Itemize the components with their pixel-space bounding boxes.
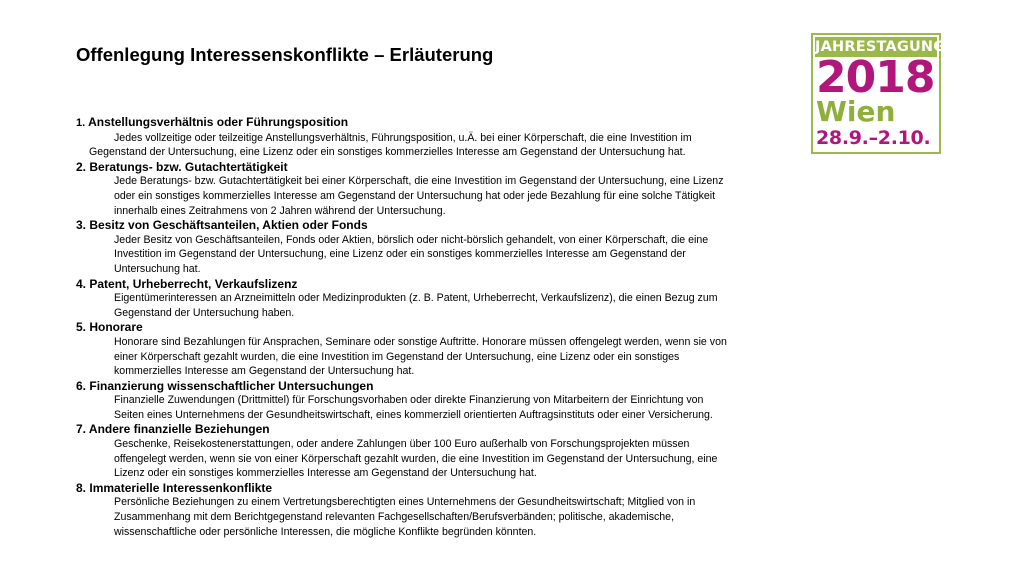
section-body xyxy=(76,335,806,379)
section-number: 3. xyxy=(76,218,87,233)
conference-logo xyxy=(811,33,946,154)
body-line: Eigentümerinteressen an Arzneimitteln oder Medizinprodukten (z. B. Patent, Urheberrecht, Verkaufslizenz), die einen Bezug zum xyxy=(114,292,718,305)
body-line: innerhalb eines Zeitrahmens von 2 Jahren während der Untersuchung. xyxy=(114,204,446,217)
body-line: Geschenke, Reisekostenerstattungen, oder andere Zahlungen über 100 Euro außerhalb von Forschungsprojekten müssen xyxy=(114,438,690,451)
section-heading xyxy=(76,160,806,175)
section-number: 4. xyxy=(76,276,87,291)
section-heading xyxy=(76,422,806,437)
body-line: Jede Beratungs- bzw. Gutachtertätigkeit bei einer Körperschaft, die eine Investition im Gegenstand der Untersuchung, eine Lizenz xyxy=(114,175,724,188)
section-7 xyxy=(76,422,806,480)
section-number: 2. xyxy=(76,159,87,174)
logo-city: Wien xyxy=(816,95,896,128)
section-body xyxy=(76,393,806,422)
section-heading-text: Immaterielle Interessenkonflikte xyxy=(89,480,273,495)
logo-year: 2018 xyxy=(816,52,935,103)
section-heading xyxy=(76,481,806,496)
section-body xyxy=(76,437,806,481)
section-heading-text: Patent, Urheberrecht, Verkaufslizenz xyxy=(89,276,298,291)
section-3 xyxy=(76,218,806,276)
section-2 xyxy=(76,160,806,218)
body-line: Zusammenhang mit dem Berichtgegenstand relevanten Fachgesellschaften/Berufsverbänden; politische, akademische, xyxy=(114,511,675,524)
section-number: 5. xyxy=(76,320,87,335)
section-body xyxy=(76,233,806,277)
body-line: offengelegt werden, wenn sie von einer Körperschaft gezahlt wurden, die eine Investition im Gegenstand der Untersuchung, eine xyxy=(114,452,718,465)
section-number: 7. xyxy=(76,422,87,437)
body-line: einer Körperschaft gezahlt wurden, die eine Investition im Gegenstand der Untersuchung, eine Lizenz oder ein sonstiges xyxy=(114,350,680,363)
section-body xyxy=(76,131,806,160)
section-body xyxy=(76,174,806,218)
section-heading-text: Finanzierung wissenschaftlicher Untersuchungen xyxy=(89,378,374,393)
body-line: Gegenstand der Untersuchung, eine Lizenz oder ein sonstiges kommerzielles Interesse am Gegenstand der Untersuchung hat. xyxy=(89,146,686,159)
body-line: Gegenstand der Untersuchung haben. xyxy=(114,306,295,319)
section-heading xyxy=(76,218,806,233)
body-line: Untersuchung hat. xyxy=(114,262,201,275)
section-body xyxy=(76,495,806,539)
section-heading-text: Andere finanzielle Beziehungen xyxy=(88,422,270,437)
logo-band-text: JAHRESTAGUNG xyxy=(815,39,946,55)
body-line: wissenschaftliche oder persönliche Interessen, die mögliche Konflikte begründen könnten. xyxy=(114,525,537,538)
body-line: Honorare sind Bezahlungen für Ansprachen, Seminare oder sonstige Auftritte. Honorare müssen offengelegt werden, wenn sie von xyxy=(114,335,727,348)
logo-dates: 28.9.–2.10. xyxy=(816,127,931,149)
body-line: Seiten eines Unternehmens der Gesundheitswirtschaft, eines kommerziell orientierten Auftragsinstituts oder einer Versicherung. xyxy=(114,408,713,421)
conflict-categories-list xyxy=(76,115,806,539)
section-number: 8. xyxy=(76,480,87,495)
section-5 xyxy=(76,320,806,378)
section-heading-text: Besitz von Geschäftsanteilen, Aktien oder Fonds xyxy=(89,218,368,233)
section-heading xyxy=(76,379,806,394)
section-heading xyxy=(76,277,806,292)
section-heading-text: Beratungs- bzw. Gutachtertätigkeit xyxy=(89,159,288,174)
section-number: 6. xyxy=(76,378,87,393)
body-line: Lizenz oder ein sonstiges kommerzielles Interesse am Gegenstand der Untersuchung hat. xyxy=(114,467,537,480)
section-heading xyxy=(76,115,806,131)
body-line: Investition im Gegenstand der Untersuchung, eine Lizenz oder ein sonstiges kommerzielles Interesse am Gegenstand der xyxy=(114,248,686,261)
body-line: Jeder Besitz von Geschäftsanteilen, Fonds oder Aktien, börslich oder nicht-börslich gehandelt, von einer Körperschaft, die eine xyxy=(114,233,709,246)
section-6 xyxy=(76,379,806,423)
body-line: Persönliche Beziehungen zu einem Vertretungsberechtigten eines Unternehmens der Gesundheitswirtschaft; Mitglied von in xyxy=(114,496,696,509)
body-line: Jedes vollzeitige oder teilzeitige Anstellungsverhältnis, Führungsposition, u.Ä. bei einer Körperschaft, die eine Investition im xyxy=(114,131,692,144)
body-line: oder ein sonstiges kommerzielles Interesse am Gegenstand der Untersuchung hat oder jede Bezahlung für eine solche Tätigkeit xyxy=(114,189,716,202)
section-number: 1. xyxy=(76,117,86,129)
section-heading-text: Honorare xyxy=(89,320,143,335)
section-1 xyxy=(76,115,806,160)
section-heading xyxy=(76,320,806,335)
section-body xyxy=(76,291,806,320)
section-4 xyxy=(76,277,806,321)
body-line: kommerzielles Interesse am Gegenstand der Untersuchung hat. xyxy=(114,365,415,378)
slide-title: Offenlegung Interessenskonflikte – Erläuterung xyxy=(76,44,494,65)
section-heading-text: Anstellungsverhältnis oder Führungsposition xyxy=(88,115,349,129)
section-8 xyxy=(76,481,806,539)
body-line: Finanzielle Zuwendungen (Drittmittel) für Forschungsvorhaben oder direkte Finanzierung von Mitarbeitern der Einrichtung von xyxy=(114,394,704,407)
